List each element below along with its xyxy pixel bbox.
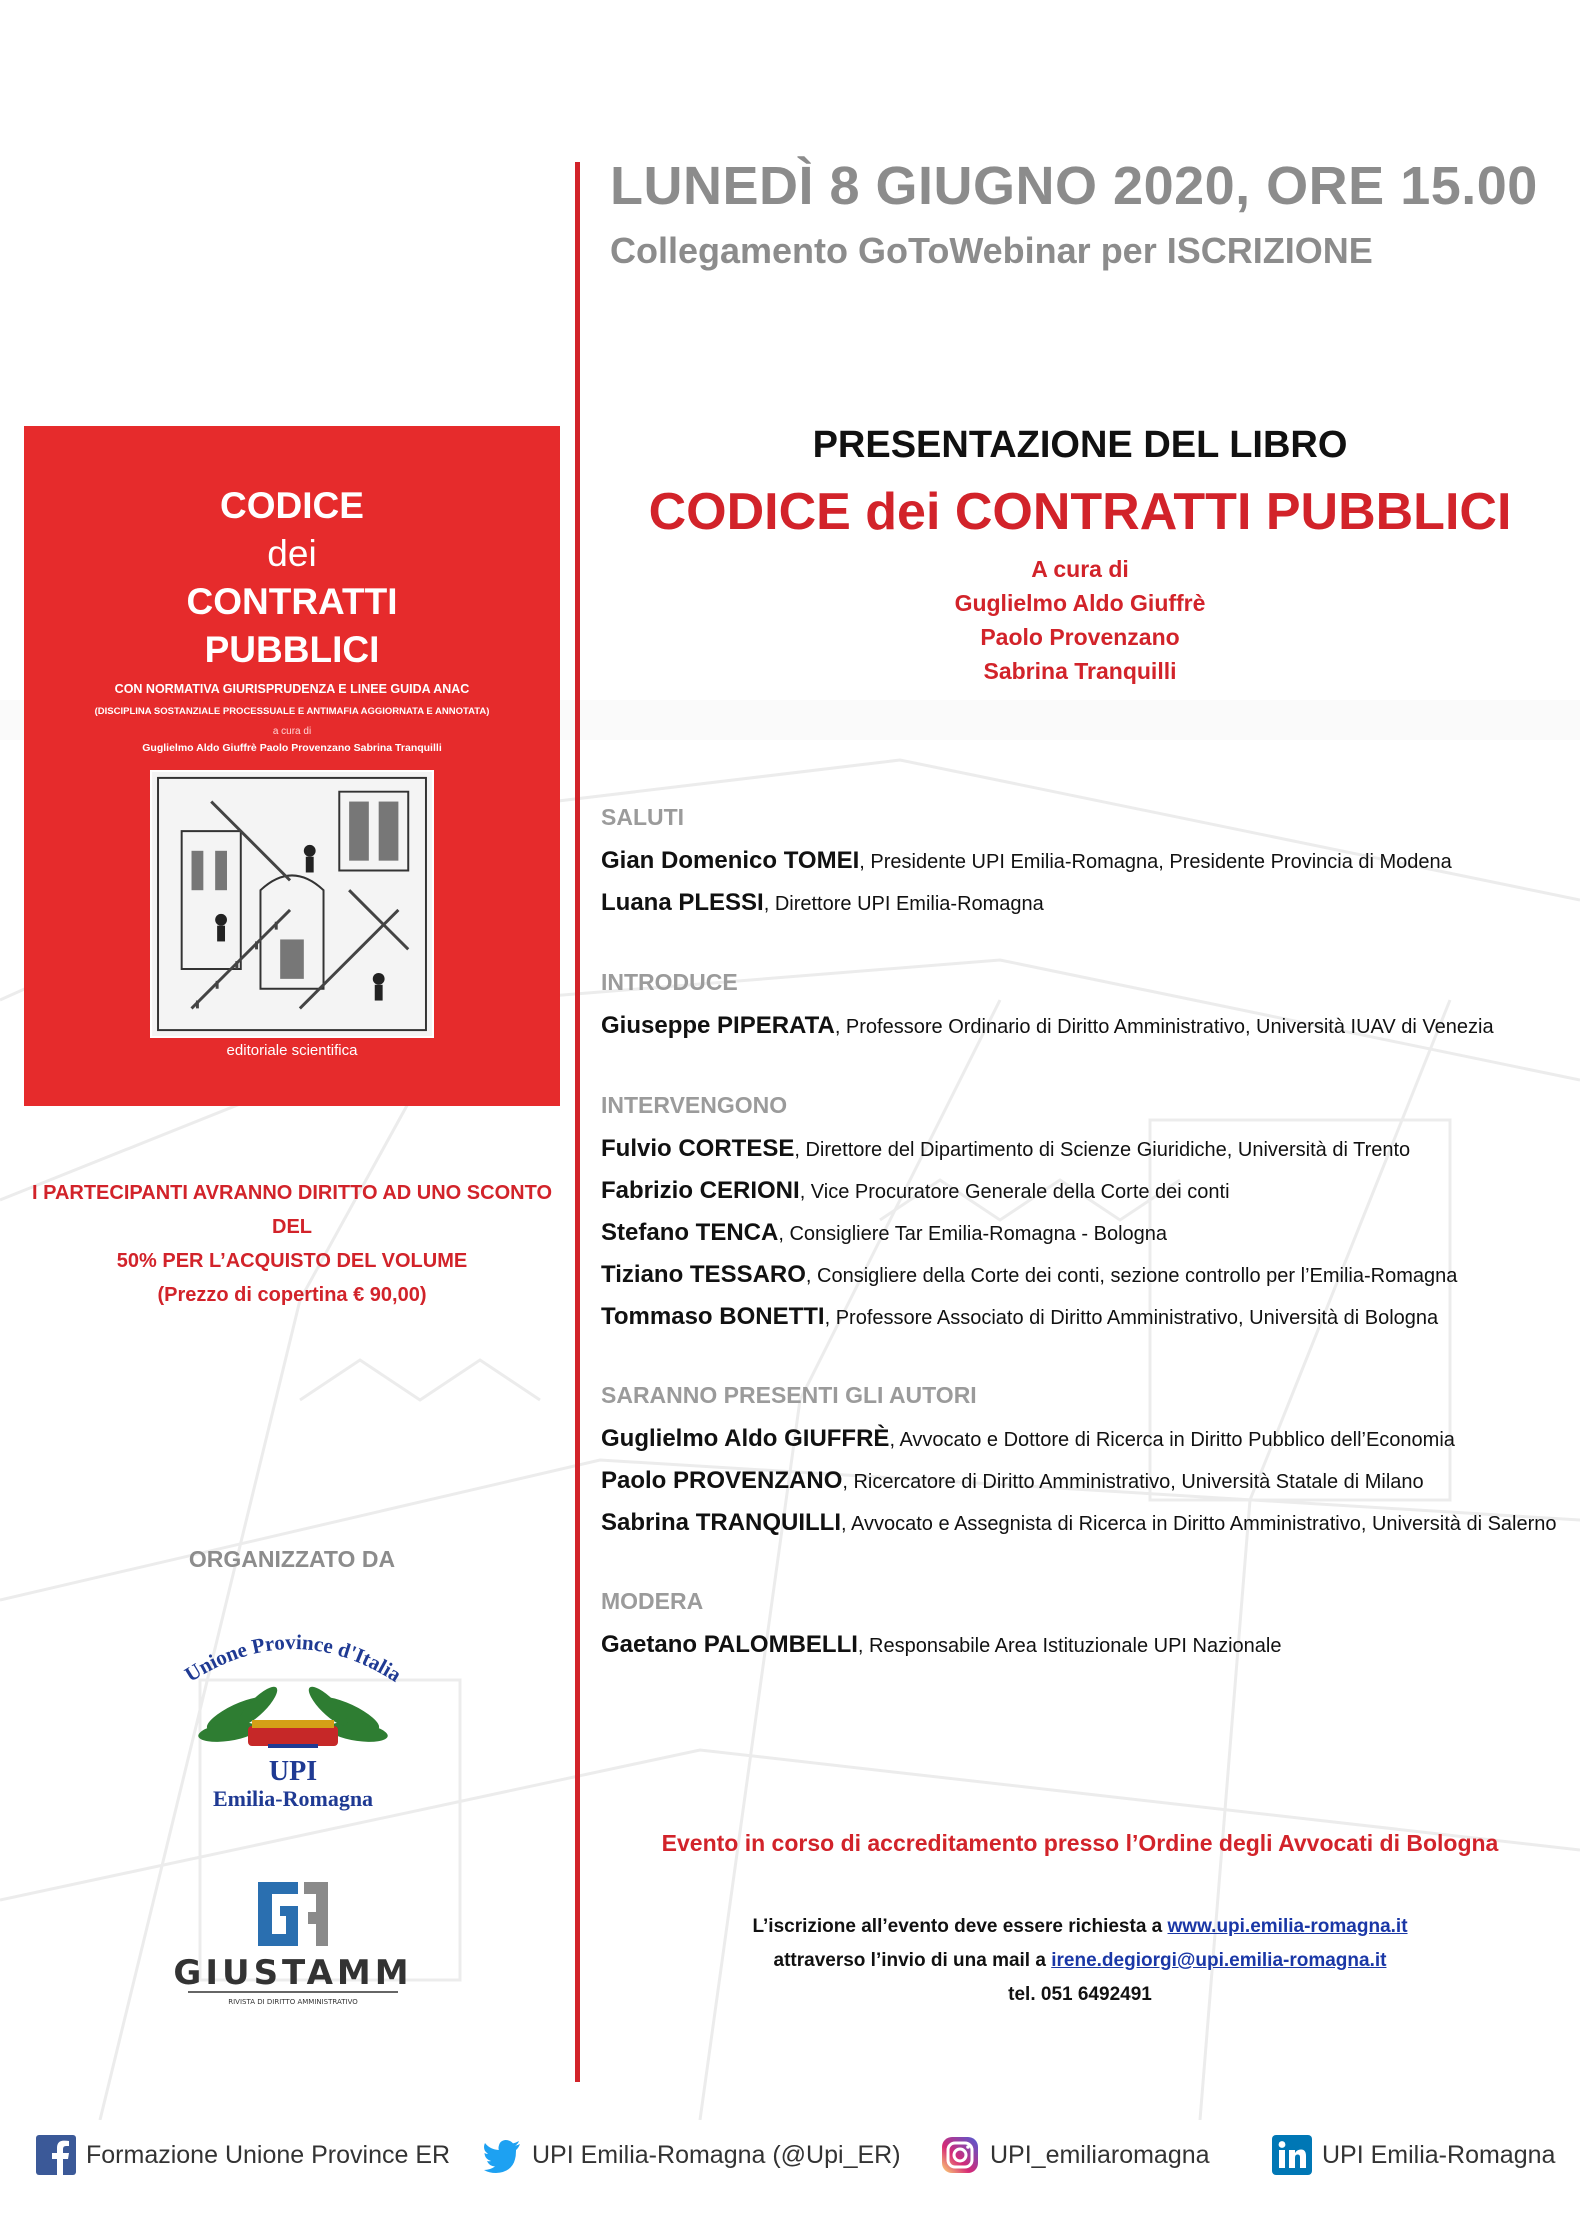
social-footer xyxy=(0,2130,1580,2180)
discount-line2: 50% PER L’ACQUISTO DEL VOLUME xyxy=(116,1250,468,1272)
registration-line1 xyxy=(580,1910,1580,1944)
cover-title-line1: CODICE xyxy=(220,485,364,526)
section-introduce xyxy=(601,965,1571,1047)
registration-line2 xyxy=(580,1944,1580,1978)
speaker-palombelli xyxy=(601,1624,1571,1666)
speaker-role: , Responsabile Area Istituzionale UPI Nazionale xyxy=(857,1635,1282,1657)
phone-number: tel. 051 6492491 xyxy=(1008,1984,1152,2005)
linkedin-link[interactable] xyxy=(1272,2130,1555,2180)
giustamm-name: GIUSTAMM xyxy=(173,1953,413,1993)
twitter-label: UPI Emilia-Romagna (@Upi_ER) xyxy=(532,2140,901,2169)
section-autori xyxy=(601,1378,1571,1544)
giustamm-logo xyxy=(168,1872,418,2012)
speaker-cortese xyxy=(601,1128,1571,1170)
cover-title-line4: PUBBLICI xyxy=(204,629,380,670)
speaker-plessi xyxy=(601,882,1571,924)
section-title-modera: MODERA xyxy=(601,1588,704,1614)
cura-label: A cura di xyxy=(1031,556,1129,582)
speaker-name: Sabrina TRANQUILLI xyxy=(601,1509,842,1536)
cover-cura-label: a cura di xyxy=(272,726,312,737)
speaker-role: , Consigliere Tar Emilia-Romagna - Bologna xyxy=(778,1223,1168,1245)
upi-logo-region: Emilia-Romagna xyxy=(212,1786,374,1811)
section-saluti xyxy=(601,800,1571,924)
registration-info xyxy=(580,1910,1580,2012)
twitter-link[interactable] xyxy=(482,2130,901,2180)
facebook-icon xyxy=(36,2135,76,2175)
speaker-role: , Direttore UPI Emilia-Romagna xyxy=(763,893,1044,915)
speaker-name: Tiziano TESSARO xyxy=(601,1261,806,1288)
section-title-introduce: INTRODUCE xyxy=(601,969,738,995)
speaker-name: Guglielmo Aldo GIUFFRÈ xyxy=(601,1425,890,1452)
editor-1: Guglielmo Aldo Giuffrè xyxy=(954,590,1206,616)
speaker-name: Gaetano PALOMBELLI xyxy=(601,1631,858,1658)
speaker-role: , Vice Procuratore Generale della Corte dei conti xyxy=(799,1181,1230,1203)
speaker-role: , Consigliere della Corte dei conti, sezione controllo per l’Emilia-Romagna xyxy=(805,1265,1458,1287)
speaker-name: Gian Domenico TOMEI xyxy=(601,847,860,874)
cover-subtitle: CON NORMATIVA GIURISPRUDENZA E LINEE GUIDA ANAC xyxy=(114,682,470,696)
speaker-name: Fabrizio CERIONI xyxy=(601,1177,800,1204)
book-title: CODICE dei CONTRATTI PUBBLICI xyxy=(648,483,1512,541)
speaker-provenzano xyxy=(601,1460,1571,1502)
cover-subtitle-detail: (DISCIPLINA SOSTANZIALE PROCESSUALE E ANTIMAFIA AGGIORNATA E ANNOTATA) xyxy=(94,706,490,717)
speaker-name: Tommaso BONETTI xyxy=(601,1303,825,1330)
section-title-saluti: SALUTI xyxy=(601,804,685,830)
speaker-piperata xyxy=(601,1005,1571,1047)
twitter-icon xyxy=(482,2135,522,2175)
cover-title-line3: CONTRATTI xyxy=(186,581,398,622)
organizer-label: ORGANIZZATO DA xyxy=(188,1546,396,1572)
speaker-role: , Direttore del Dipartimento di Scienze Giuridiche, Università di Trento xyxy=(794,1139,1411,1161)
book-editors xyxy=(580,552,1580,688)
presentation-label: PRESENTAZIONE DEL LIBRO xyxy=(812,424,1348,466)
cover-escher-illustration xyxy=(150,770,434,1038)
speaker-role: , Avvocato e Dottore di Ricerca in Diritto Pubblico dell’Economia xyxy=(889,1429,1455,1451)
speaker-role: , Professore Associato di Diritto Amministrativo, Università di Bologna xyxy=(824,1307,1439,1329)
upi-emilia-romagna-logo xyxy=(168,1614,418,1814)
speaker-role: , Professore Ordinario di Diritto Amministrativo, Università IUAV di Venezia xyxy=(834,1016,1494,1038)
discount-price: (Prezzo di copertina € 90,00) xyxy=(157,1284,427,1306)
email-link[interactable]: irene.degiorgi@upi.emilia-romagna.it xyxy=(1051,1950,1387,1971)
facebook-link[interactable] xyxy=(36,2130,450,2180)
registration-line2-text: attraverso l’invio di una mail a xyxy=(773,1950,1052,1971)
upi-arc-text: Unione Province d'Italia xyxy=(180,1629,406,1687)
svg-text:Unione Province d'Italia xyxy=(180,1630,406,1687)
accreditation-notice: Evento in corso di accreditamento presso l’Ordine degli Avvocati di Bologna xyxy=(661,1830,1499,1856)
upi-logo-name: UPI xyxy=(268,1756,318,1787)
speaker-role: , Ricercatore di Diritto Amministrativo, Università Statale di Milano xyxy=(842,1471,1424,1493)
speaker-name: Giuseppe PIPERATA xyxy=(601,1012,835,1039)
giustamm-tagline: RIVISTA DI DIRITTO AMMINISTRATIVO xyxy=(228,1998,358,2006)
speaker-name: Fulvio CORTESE xyxy=(601,1135,795,1162)
event-date: LUNEDÌ 8 GIUGNO 2020, ORE 15.00 xyxy=(610,156,1538,216)
speaker-role: , Presidente UPI Emilia-Romagna, Presidente Provincia di Modena xyxy=(859,851,1452,873)
speaker-name: Luana PLESSI xyxy=(601,889,764,916)
cover-title-line2: dei xyxy=(267,533,317,574)
discount-line1: I PARTECIPANTI AVRANNO DIRITTO AD UNO SCONTO DEL xyxy=(31,1182,552,1238)
linkedin-icon xyxy=(1272,2135,1312,2175)
speaker-name: Paolo PROVENZANO xyxy=(601,1467,843,1494)
instagram-icon xyxy=(940,2135,980,2175)
instagram-label: UPI_emiliaromagna xyxy=(990,2140,1210,2169)
section-title-autori: SARANNO PRESENTI GLI AUTORI xyxy=(601,1382,977,1408)
facebook-label: Formazione Unione Province ER xyxy=(86,2140,451,2169)
speaker-name: Stefano TENCA xyxy=(601,1219,779,1246)
speaker-giuffre xyxy=(601,1418,1571,1460)
speaker-tessaro xyxy=(601,1254,1571,1296)
editor-2: Paolo Provenzano xyxy=(980,624,1180,650)
speaker-tenca xyxy=(601,1212,1571,1254)
section-title-intervengono: INTERVENGONO xyxy=(601,1092,788,1118)
registration-line1-text: L’iscrizione all’evento deve essere richiesta a xyxy=(752,1916,1168,1937)
website-link[interactable]: www.upi.emilia-romagna.it xyxy=(1167,1916,1408,1937)
speaker-tranquilli xyxy=(601,1502,1571,1544)
speaker-tomei xyxy=(601,840,1571,882)
speaker-bonetti xyxy=(601,1296,1571,1338)
cover-authors: Guglielmo Aldo Giuffrè Paolo Provenzano Sabrina Tranquilli xyxy=(142,742,442,754)
linkedin-label: UPI Emilia-Romagna xyxy=(1322,2140,1556,2169)
speaker-cerioni xyxy=(601,1170,1571,1212)
editor-3: Sabrina Tranquilli xyxy=(983,658,1177,684)
section-modera xyxy=(601,1584,1571,1666)
section-intervengono xyxy=(601,1088,1571,1338)
speaker-role: , Avvocato e Assegnista di Ricerca in Diritto Amministrativo, Università di Salerno xyxy=(841,1513,1557,1535)
discount-notice xyxy=(24,1176,560,1312)
cover-publisher: editoriale scientifica xyxy=(226,1042,358,1059)
webinar-registration-link[interactable]: Collegamento GoToWebinar per ISCRIZIONE xyxy=(610,230,1373,271)
book-cover xyxy=(24,426,560,1106)
instagram-link[interactable] xyxy=(940,2130,1210,2180)
